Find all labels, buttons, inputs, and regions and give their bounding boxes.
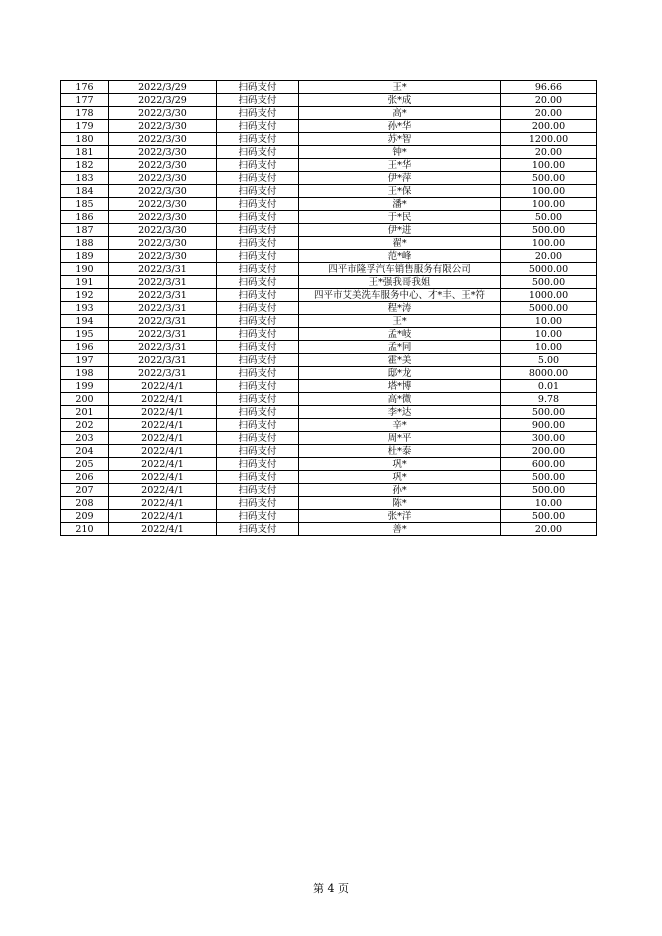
amount-cell: 100.00 bbox=[501, 198, 597, 211]
payment-method-cell: 扫码支付 bbox=[217, 419, 299, 432]
table-row bbox=[61, 471, 597, 484]
donation-table-body bbox=[61, 81, 597, 536]
row-number-cell: 178 bbox=[61, 107, 109, 120]
payment-method-cell: 扫码支付 bbox=[217, 159, 299, 172]
row-number-cell: 194 bbox=[61, 315, 109, 328]
date-cell: 2022/3/29 bbox=[109, 81, 217, 94]
donor-name-cell: 孟*岐 bbox=[299, 328, 501, 341]
donor-name-cell: 王*华 bbox=[299, 159, 501, 172]
date-cell: 2022/3/31 bbox=[109, 302, 217, 315]
row-number-cell: 189 bbox=[61, 250, 109, 263]
date-cell: 2022/3/30 bbox=[109, 211, 217, 224]
amount-cell: 100.00 bbox=[501, 237, 597, 250]
row-number-cell: 201 bbox=[61, 406, 109, 419]
amount-cell: 1000.00 bbox=[501, 289, 597, 302]
date-cell: 2022/3/30 bbox=[109, 146, 217, 159]
date-cell: 2022/4/1 bbox=[109, 393, 217, 406]
donor-name-cell: 孙* bbox=[299, 484, 501, 497]
amount-cell: 20.00 bbox=[501, 523, 597, 536]
table-row bbox=[61, 237, 597, 250]
payment-method-cell: 扫码支付 bbox=[217, 341, 299, 354]
donor-name-cell: 张*洋 bbox=[299, 510, 501, 523]
payment-method-cell: 扫码支付 bbox=[217, 445, 299, 458]
table-row bbox=[61, 367, 597, 380]
row-number-cell: 181 bbox=[61, 146, 109, 159]
row-number-cell: 205 bbox=[61, 458, 109, 471]
table-row bbox=[61, 276, 597, 289]
table-row bbox=[61, 510, 597, 523]
row-number-cell: 203 bbox=[61, 432, 109, 445]
donor-name-cell: 程*涛 bbox=[299, 302, 501, 315]
table-row bbox=[61, 406, 597, 419]
table-row bbox=[61, 380, 597, 393]
payment-method-cell: 扫码支付 bbox=[217, 211, 299, 224]
amount-cell: 10.00 bbox=[501, 315, 597, 328]
payment-method-cell: 扫码支付 bbox=[217, 120, 299, 133]
amount-cell: 300.00 bbox=[501, 432, 597, 445]
date-cell: 2022/3/30 bbox=[109, 172, 217, 185]
table-row bbox=[61, 523, 597, 536]
donor-name-cell: 高*微 bbox=[299, 393, 501, 406]
donor-name-cell: 于*民 bbox=[299, 211, 501, 224]
row-number-cell: 200 bbox=[61, 393, 109, 406]
donation-table bbox=[60, 80, 597, 536]
payment-method-cell: 扫码支付 bbox=[217, 185, 299, 198]
donor-name-cell: 潘* bbox=[299, 198, 501, 211]
amount-cell: 10.00 bbox=[501, 341, 597, 354]
donor-name-cell: 伊*萍 bbox=[299, 172, 501, 185]
payment-method-cell: 扫码支付 bbox=[217, 107, 299, 120]
amount-cell: 200.00 bbox=[501, 120, 597, 133]
payment-method-cell: 扫码支付 bbox=[217, 367, 299, 380]
payment-method-cell: 扫码支付 bbox=[217, 263, 299, 276]
date-cell: 2022/3/31 bbox=[109, 328, 217, 341]
donor-name-cell: 四平市隆孚汽车销售服务有限公司 bbox=[299, 263, 501, 276]
table-row bbox=[61, 263, 597, 276]
table-row bbox=[61, 107, 597, 120]
table-row bbox=[61, 419, 597, 432]
table-row bbox=[61, 497, 597, 510]
donor-name-cell: 王*强我哥我姐 bbox=[299, 276, 501, 289]
amount-cell: 1200.00 bbox=[501, 133, 597, 146]
table-row bbox=[61, 484, 597, 497]
amount-cell: 500.00 bbox=[501, 406, 597, 419]
row-number-cell: 198 bbox=[61, 367, 109, 380]
table-row bbox=[61, 146, 597, 159]
payment-method-cell: 扫码支付 bbox=[217, 81, 299, 94]
table-row bbox=[61, 185, 597, 198]
payment-method-cell: 扫码支付 bbox=[217, 523, 299, 536]
row-number-cell: 208 bbox=[61, 497, 109, 510]
date-cell: 2022/4/1 bbox=[109, 471, 217, 484]
payment-method-cell: 扫码支付 bbox=[217, 380, 299, 393]
payment-method-cell: 扫码支付 bbox=[217, 484, 299, 497]
row-number-cell: 197 bbox=[61, 354, 109, 367]
payment-method-cell: 扫码支付 bbox=[217, 497, 299, 510]
table-row bbox=[61, 133, 597, 146]
payment-method-cell: 扫码支付 bbox=[217, 250, 299, 263]
row-number-cell: 177 bbox=[61, 94, 109, 107]
amount-cell: 8000.00 bbox=[501, 367, 597, 380]
row-number-cell: 180 bbox=[61, 133, 109, 146]
date-cell: 2022/3/30 bbox=[109, 159, 217, 172]
table-row bbox=[61, 211, 597, 224]
date-cell: 2022/4/1 bbox=[109, 445, 217, 458]
donor-name-cell: 巩* bbox=[299, 471, 501, 484]
row-number-cell: 188 bbox=[61, 237, 109, 250]
date-cell: 2022/3/30 bbox=[109, 198, 217, 211]
amount-cell: 100.00 bbox=[501, 185, 597, 198]
donor-name-cell: 周*平 bbox=[299, 432, 501, 445]
date-cell: 2022/4/1 bbox=[109, 432, 217, 445]
donor-name-cell: 苏*智 bbox=[299, 133, 501, 146]
payment-method-cell: 扫码支付 bbox=[217, 133, 299, 146]
row-number-cell: 187 bbox=[61, 224, 109, 237]
donor-name-cell: 孙*华 bbox=[299, 120, 501, 133]
row-number-cell: 183 bbox=[61, 172, 109, 185]
amount-cell: 500.00 bbox=[501, 224, 597, 237]
payment-method-cell: 扫码支付 bbox=[217, 510, 299, 523]
payment-method-cell: 扫码支付 bbox=[217, 471, 299, 484]
row-number-cell: 186 bbox=[61, 211, 109, 224]
row-number-cell: 202 bbox=[61, 419, 109, 432]
donor-name-cell: 王* bbox=[299, 315, 501, 328]
amount-cell: 5000.00 bbox=[501, 263, 597, 276]
donor-name-cell: 李*达 bbox=[299, 406, 501, 419]
date-cell: 2022/3/30 bbox=[109, 250, 217, 263]
amount-cell: 100.00 bbox=[501, 159, 597, 172]
amount-cell: 600.00 bbox=[501, 458, 597, 471]
donor-name-cell: 孟*同 bbox=[299, 341, 501, 354]
payment-method-cell: 扫码支付 bbox=[217, 328, 299, 341]
row-number-cell: 190 bbox=[61, 263, 109, 276]
donor-name-cell: 杜*泰 bbox=[299, 445, 501, 458]
row-number-cell: 193 bbox=[61, 302, 109, 315]
row-number-cell: 179 bbox=[61, 120, 109, 133]
amount-cell: 5.00 bbox=[501, 354, 597, 367]
row-number-cell: 192 bbox=[61, 289, 109, 302]
donor-name-cell: 四平市艾美洗车服务中心、才*丰、王*符 bbox=[299, 289, 501, 302]
date-cell: 2022/3/30 bbox=[109, 185, 217, 198]
payment-method-cell: 扫码支付 bbox=[217, 302, 299, 315]
payment-method-cell: 扫码支付 bbox=[217, 276, 299, 289]
donor-name-cell: 霍*美 bbox=[299, 354, 501, 367]
donor-name-cell: 陈* bbox=[299, 497, 501, 510]
date-cell: 2022/3/31 bbox=[109, 354, 217, 367]
row-number-cell: 191 bbox=[61, 276, 109, 289]
amount-cell: 20.00 bbox=[501, 94, 597, 107]
payment-method-cell: 扫码支付 bbox=[217, 172, 299, 185]
donor-name-cell: 善* bbox=[299, 523, 501, 536]
date-cell: 2022/4/1 bbox=[109, 497, 217, 510]
donor-name-cell: 翟* bbox=[299, 237, 501, 250]
table-row bbox=[61, 328, 597, 341]
row-number-cell: 199 bbox=[61, 380, 109, 393]
date-cell: 2022/3/30 bbox=[109, 224, 217, 237]
donor-name-cell: 辛* bbox=[299, 419, 501, 432]
donor-name-cell: 高* bbox=[299, 107, 501, 120]
row-number-cell: 196 bbox=[61, 341, 109, 354]
donor-name-cell: 范*峰 bbox=[299, 250, 501, 263]
table-row bbox=[61, 445, 597, 458]
date-cell: 2022/3/31 bbox=[109, 276, 217, 289]
date-cell: 2022/4/1 bbox=[109, 380, 217, 393]
table-row bbox=[61, 302, 597, 315]
table-row bbox=[61, 341, 597, 354]
amount-cell: 10.00 bbox=[501, 328, 597, 341]
row-number-cell: 176 bbox=[61, 81, 109, 94]
table-row bbox=[61, 120, 597, 133]
amount-cell: 500.00 bbox=[501, 484, 597, 497]
row-number-cell: 204 bbox=[61, 445, 109, 458]
amount-cell: 500.00 bbox=[501, 510, 597, 523]
payment-method-cell: 扫码支付 bbox=[217, 94, 299, 107]
payment-method-cell: 扫码支付 bbox=[217, 315, 299, 328]
donor-name-cell: 张*成 bbox=[299, 94, 501, 107]
date-cell: 2022/4/1 bbox=[109, 484, 217, 497]
table-row bbox=[61, 159, 597, 172]
amount-cell: 0.01 bbox=[501, 380, 597, 393]
date-cell: 2022/3/31 bbox=[109, 289, 217, 302]
row-number-cell: 210 bbox=[61, 523, 109, 536]
table-row bbox=[61, 458, 597, 471]
donor-name-cell: 塔*博 bbox=[299, 380, 501, 393]
payment-method-cell: 扫码支付 bbox=[217, 146, 299, 159]
payment-method-cell: 扫码支付 bbox=[217, 224, 299, 237]
payment-method-cell: 扫码支付 bbox=[217, 289, 299, 302]
table-row bbox=[61, 432, 597, 445]
date-cell: 2022/3/31 bbox=[109, 263, 217, 276]
table-row bbox=[61, 393, 597, 406]
table-row bbox=[61, 224, 597, 237]
amount-cell: 50.00 bbox=[501, 211, 597, 224]
date-cell: 2022/3/30 bbox=[109, 120, 217, 133]
row-number-cell: 185 bbox=[61, 198, 109, 211]
payment-method-cell: 扫码支付 bbox=[217, 198, 299, 211]
amount-cell: 9.78 bbox=[501, 393, 597, 406]
date-cell: 2022/3/31 bbox=[109, 367, 217, 380]
date-cell: 2022/3/30 bbox=[109, 237, 217, 250]
amount-cell: 10.00 bbox=[501, 497, 597, 510]
donor-name-cell: 王* bbox=[299, 81, 501, 94]
date-cell: 2022/3/29 bbox=[109, 94, 217, 107]
row-number-cell: 209 bbox=[61, 510, 109, 523]
payment-method-cell: 扫码支付 bbox=[217, 354, 299, 367]
date-cell: 2022/4/1 bbox=[109, 458, 217, 471]
table-row bbox=[61, 94, 597, 107]
donor-name-cell: 邸*龙 bbox=[299, 367, 501, 380]
table-row bbox=[61, 354, 597, 367]
amount-cell: 20.00 bbox=[501, 250, 597, 263]
amount-cell: 500.00 bbox=[501, 471, 597, 484]
donor-name-cell: 伊*进 bbox=[299, 224, 501, 237]
donor-name-cell: 巩* bbox=[299, 458, 501, 471]
row-number-cell: 206 bbox=[61, 471, 109, 484]
amount-cell: 900.00 bbox=[501, 419, 597, 432]
page-number: 第 4 页 bbox=[313, 882, 349, 895]
amount-cell: 500.00 bbox=[501, 276, 597, 289]
date-cell: 2022/4/1 bbox=[109, 419, 217, 432]
donor-name-cell: 钟* bbox=[299, 146, 501, 159]
payment-method-cell: 扫码支付 bbox=[217, 432, 299, 445]
amount-cell: 5000.00 bbox=[501, 302, 597, 315]
payment-method-cell: 扫码支付 bbox=[217, 237, 299, 250]
payment-method-cell: 扫码支付 bbox=[217, 406, 299, 419]
amount-cell: 20.00 bbox=[501, 107, 597, 120]
table-row bbox=[61, 315, 597, 328]
row-number-cell: 184 bbox=[61, 185, 109, 198]
amount-cell: 500.00 bbox=[501, 172, 597, 185]
payment-method-cell: 扫码支付 bbox=[217, 458, 299, 471]
row-number-cell: 182 bbox=[61, 159, 109, 172]
date-cell: 2022/3/31 bbox=[109, 315, 217, 328]
date-cell: 2022/4/1 bbox=[109, 523, 217, 536]
amount-cell: 200.00 bbox=[501, 445, 597, 458]
row-number-cell: 195 bbox=[61, 328, 109, 341]
date-cell: 2022/3/30 bbox=[109, 107, 217, 120]
payment-method-cell: 扫码支付 bbox=[217, 393, 299, 406]
table-row bbox=[61, 172, 597, 185]
table-row bbox=[61, 198, 597, 211]
table-row bbox=[61, 289, 597, 302]
date-cell: 2022/4/1 bbox=[109, 510, 217, 523]
donor-name-cell: 王*保 bbox=[299, 185, 501, 198]
table-row bbox=[61, 81, 597, 94]
table-row bbox=[61, 250, 597, 263]
date-cell: 2022/3/31 bbox=[109, 341, 217, 354]
row-number-cell: 207 bbox=[61, 484, 109, 497]
date-cell: 2022/4/1 bbox=[109, 406, 217, 419]
amount-cell: 96.66 bbox=[501, 81, 597, 94]
amount-cell: 20.00 bbox=[501, 146, 597, 159]
date-cell: 2022/3/30 bbox=[109, 133, 217, 146]
